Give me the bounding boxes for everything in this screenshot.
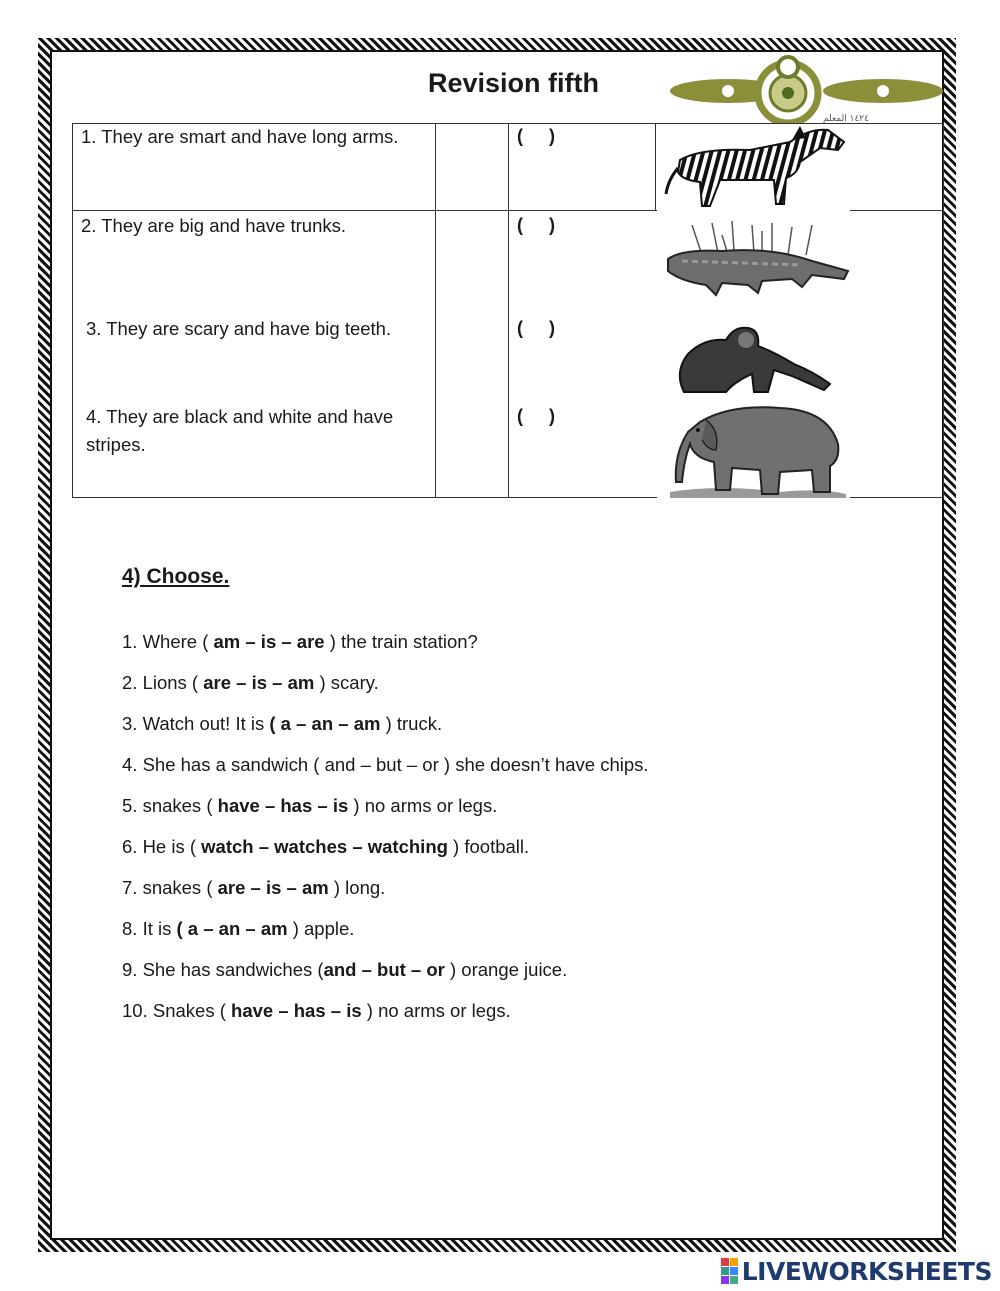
section-title: 4) Choose. [122, 565, 230, 588]
choose-list [122, 628, 649, 1038]
list-item[interactable]: 10. Snakes ( have – has – is ) no arms or legs. [122, 1000, 511, 1021]
logo-caption: ١٤٢٤ المعلم [823, 114, 869, 123]
table-bottom-border [72, 497, 657, 498]
list-item[interactable]: 9. She has sandwiches (and – but – or ) orange juice. [122, 959, 568, 980]
answer-blank[interactable]: ( ) [517, 318, 555, 338]
list-item[interactable]: 4. She has a sandwich ( and – but – or ) she doesn’t have chips. [122, 754, 649, 775]
brand-square [721, 1258, 729, 1266]
elephant-icon [660, 400, 852, 498]
list-item[interactable]: 5. snakes ( have – has – is ) no arms or legs. [122, 795, 498, 816]
answer-blank[interactable]: ( ) [517, 126, 555, 146]
zebra-icon [660, 120, 850, 212]
page-title: Revision fifth [428, 68, 600, 98]
matching-question: 2. They are big and have trunks. [81, 215, 347, 236]
list-item[interactable]: 2. Lions ( are – is – am ) scary. [122, 672, 379, 693]
list-item[interactable]: 1. Where ( am – is – are ) the train station? [122, 631, 478, 652]
list-item[interactable]: 7. snakes ( are – is – am ) long. [122, 877, 386, 898]
brand-text: LIVEWORKSHEETS [741, 1256, 992, 1286]
answer-blank[interactable]: ( ) [517, 215, 555, 235]
liveworksheets-brand[interactable] [721, 1256, 992, 1286]
table-row-divider [850, 210, 944, 211]
matching-question: 3. They are scary and have big teeth. [86, 318, 392, 339]
table-row-divider [72, 210, 657, 211]
crocodile-icon [662, 215, 852, 305]
list-item[interactable]: 6. He is ( watch – watches – watching ) football. [122, 836, 530, 857]
brand-square [730, 1258, 738, 1266]
brand-square [721, 1276, 729, 1284]
table-col-divider [508, 123, 509, 498]
list-item[interactable]: 3. Watch out! It is ( a – an – am ) truck. [122, 713, 443, 734]
answer-blank[interactable]: ( ) [517, 406, 555, 426]
chimpanzee-icon [664, 312, 844, 398]
school-logo [668, 55, 946, 123]
matching-question: 1. They are smart and have long arms. [81, 126, 399, 147]
brand-square [721, 1267, 729, 1275]
table-bottom-border [850, 497, 944, 498]
matching-question: 4. They are black and white and have stripes. [86, 406, 394, 455]
table-right-border [943, 123, 944, 498]
list-item[interactable]: 8. It is ( a – an – am ) apple. [122, 918, 355, 939]
brand-logo-icon [721, 1258, 738, 1284]
brand-square [730, 1267, 738, 1275]
table-col-divider [655, 123, 656, 211]
table-left-border [72, 123, 73, 498]
brand-square [730, 1276, 738, 1284]
